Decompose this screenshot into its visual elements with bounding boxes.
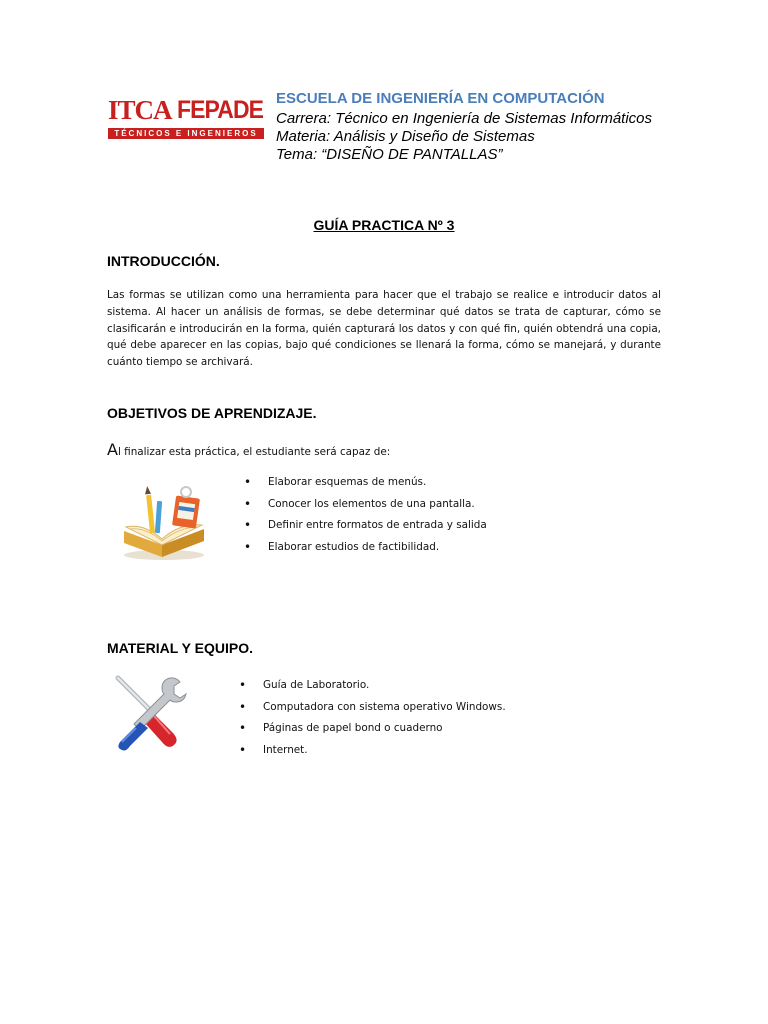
list-item-text: Páginas de papel bond o cuaderno xyxy=(263,722,443,734)
itca-fepade-logo xyxy=(108,95,264,143)
material-heading: MATERIAL Y EQUIPO. xyxy=(107,640,253,656)
book-pencil-icon xyxy=(120,483,208,563)
tools-icon xyxy=(110,672,190,752)
career-line: Carrera: Técnico en Ingeniería de Sistemas Informáticos xyxy=(276,110,653,127)
list-item-text: Conocer los elementos de una pantalla. xyxy=(268,497,475,510)
objectives-lead-initial: A xyxy=(107,440,118,459)
bullet-dot: • xyxy=(239,699,247,714)
bullet-dot: • xyxy=(244,475,252,489)
list-item-text: Internet. xyxy=(263,743,308,756)
list-item-text: Guía de Laboratorio. xyxy=(263,679,370,691)
list-item xyxy=(244,496,487,518)
objectives-list xyxy=(244,474,487,560)
list-item-text: Elaborar esquemas de menús. xyxy=(268,476,427,488)
intro-heading: INTRODUCCIÓN. xyxy=(107,253,220,269)
logo-itca-text: ITCA xyxy=(108,95,172,125)
bullet-dot: • xyxy=(239,678,247,692)
list-item-text: Definir entre formatos de entrada y salida xyxy=(268,519,487,531)
objectives-heading: OBJETIVOS DE APRENDIZAJE. xyxy=(107,405,317,421)
list-item xyxy=(239,720,506,742)
logo-fepade-text: FEPADE xyxy=(176,96,263,124)
list-item-text: Elaborar estudios de factibilidad. xyxy=(268,540,440,553)
logo-subtitle: TÉCNICOS E INGENIEROS xyxy=(108,128,264,139)
subject-line: Materia: Análisis y Diseño de Sistemas xyxy=(276,128,535,145)
school-name: ESCUELA DE INGENIERÍA EN COMPUTACIÓN xyxy=(276,90,605,107)
intro-paragraph: Las formas se utilizan como una herramienta para hacer que el trabajo se realice e introducir datos al sistema. Al hacer un análisis de formas, se debe determinar qué datos se trata de capturar, cómo se clasificarán e introducirán en la forma, quién capturará los datos y con qué fin, quién obtendrá una copia, qué debe aparecer en las copias, bajo qué condiciones se llenará la forma, cómo se manejará, y durante cuánto tiempo se archivará. xyxy=(107,289,661,369)
guide-title: GUÍA PRACTICA Nº 3 xyxy=(313,217,455,233)
list-item xyxy=(239,699,506,721)
list-item xyxy=(244,474,487,496)
bullet-dot: • xyxy=(244,496,252,511)
bullet-dot: • xyxy=(239,721,247,735)
list-item xyxy=(244,539,487,561)
bullet-dot: • xyxy=(244,518,252,532)
list-item xyxy=(239,677,506,699)
bullet-dot: • xyxy=(244,539,252,554)
objectives-lead xyxy=(107,440,390,459)
bullet-dot: • xyxy=(239,742,247,757)
material-list xyxy=(239,677,506,763)
list-item xyxy=(239,742,506,764)
list-item xyxy=(244,517,487,539)
objectives-lead-text: l finalizar esta práctica, el estudiante será capaz de: xyxy=(117,446,391,458)
topic-line: Tema: “DISEÑO DE PANTALLAS” xyxy=(276,146,503,163)
list-item-text: Computadora con sistema operativo Windows. xyxy=(263,700,506,713)
